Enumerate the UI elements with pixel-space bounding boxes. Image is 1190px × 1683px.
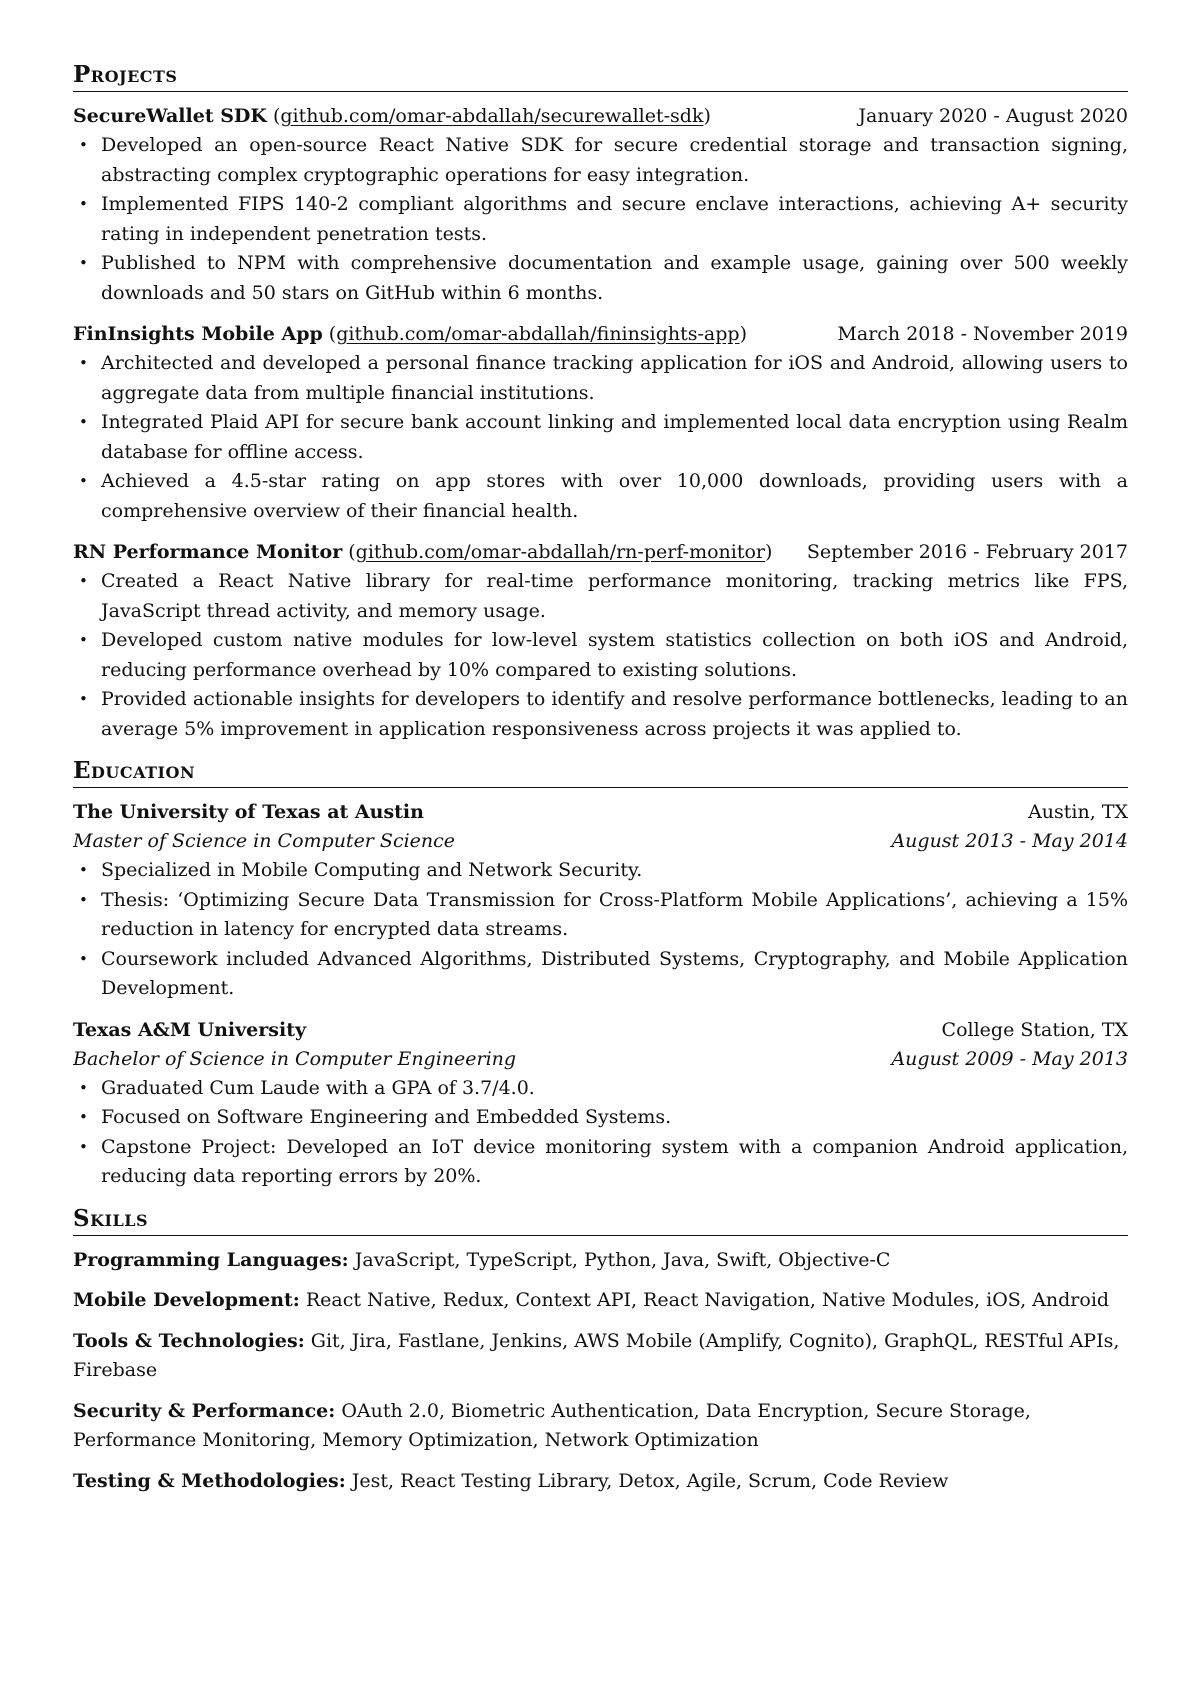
skill-value: React Native, Redux, Context API, React Navigation, Native Modules, iOS, Android — [305, 1289, 1110, 1311]
degree-dates: August 2013 - May 2014 — [891, 830, 1128, 852]
project-entry — [73, 538, 1128, 744]
bullet-item: • Provided actionable insights for developers to identify and resolve performance bottlenecks, leading to an average 5% improvement in application responsiveness across projects it was applied to. — [73, 685, 1128, 744]
school-header — [73, 1016, 1128, 1045]
bullet-item: • Coursework included Advanced Algorithms, Distributed Systems, Cryptography, and Mobile Application Development. — [73, 945, 1128, 1004]
skill-label: Testing & Methodologies: — [73, 1469, 346, 1492]
education-bullets — [73, 1074, 1128, 1192]
project-entry — [73, 320, 1128, 526]
skill-label: Mobile Development: — [73, 1289, 300, 1311]
project-bullets — [73, 349, 1128, 526]
bullet-item: • Implemented FIPS 140-2 compliant algorithms and secure enclave interactions, achieving A+ security rating in independent penetration tests. — [73, 190, 1128, 249]
bullet-item: • Achieved a 4.5-star rating on app stores with over 10,000 downloads, providing users with a comprehensive overview of their financial health. — [73, 467, 1128, 526]
education-bullets — [73, 856, 1128, 1004]
skill-label: Programming Languages: — [73, 1248, 349, 1271]
skill-label: Security & Performance: — [73, 1399, 336, 1422]
school-name: The University of Texas at Austin — [73, 801, 424, 823]
education-section — [73, 758, 1128, 1192]
degree-name: Bachelor of Science in Computer Engineering — [73, 1047, 517, 1070]
skill-value: Git, Jira, Fastlane, Jenkins, AWS Mobile (Amplify, Cognito), GraphQL, RESTful APIs, Firebase — [73, 1329, 1120, 1381]
bullet-item: • Integrated Plaid API for secure bank account linking and implemented local data encryption using Realm database for offline access. — [73, 408, 1128, 467]
school-header — [73, 798, 1128, 827]
project-dates: September 2016 - February 2017 — [806, 541, 1128, 563]
skill-value: OAuth 2.0, Biometric Authentication, Data Encryption, Secure Storage, Performance Monitoring, Memory Optimization, Network Optimization — [73, 1399, 1031, 1451]
degree-row — [73, 1045, 1128, 1074]
project-name: SecureWallet SDK — [73, 105, 267, 127]
project-name: FinInsights Mobile App — [73, 323, 323, 345]
education-heading: Education — [73, 758, 1128, 788]
degree-dates: August 2009 - May 2013 — [891, 1047, 1128, 1070]
education-entry — [73, 798, 1128, 1004]
skill-row — [73, 1467, 1128, 1497]
project-bullets — [73, 567, 1128, 744]
education-entry — [73, 1016, 1128, 1192]
project-link[interactable]: github.com/omar-abdallah/rn-perf-monitor — [355, 541, 766, 563]
bullet-item: • Developed custom native modules for low-level system statistics collection on both iOS and Android, reducing performance overhead by 10% compared to existing solutions. — [73, 626, 1128, 685]
project-bullets — [73, 131, 1128, 308]
project-header: FinInsights Mobile App (github.com/omar-abdallah/fininsights-app) March 2018 - November 2019 — [73, 320, 1128, 349]
school-location: Austin, TX — [1028, 801, 1128, 823]
project-name: RN Performance Monitor — [73, 541, 343, 563]
skill-row — [73, 1286, 1128, 1316]
project-header: SecureWallet SDK (github.com/omar-abdallah/securewallet-sdk) January 2020 - August 2020 — [73, 102, 1128, 131]
bullet-item: • Developed an open-source React Native SDK for secure credential storage and transaction signing, abstracting complex cryptographic operations for easy integration. — [73, 131, 1128, 190]
project-link[interactable]: github.com/omar-abdallah/securewallet-sdk — [280, 105, 704, 127]
project-dates: January 2020 - August 2020 — [858, 105, 1128, 127]
skill-value: JavaScript, TypeScript, Python, Java, Swift, Objective-C — [354, 1248, 891, 1271]
bullet-item: • Created a React Native library for real-time performance monitoring, tracking metrics like FPS, JavaScript thread activity, and memory usage. — [73, 567, 1128, 626]
school-location: College Station, TX — [941, 1018, 1128, 1041]
skill-row — [73, 1327, 1128, 1386]
projects-heading: Projects — [73, 62, 1128, 92]
projects-section — [73, 62, 1128, 744]
bullet-item: • Focused on Software Engineering and Embedded Systems. — [73, 1103, 1128, 1133]
skill-value: Jest, React Testing Library, Detox, Agile, Scrum, Code Review — [351, 1469, 949, 1492]
resume-page — [73, 62, 1128, 1510]
skills-section — [73, 1206, 1128, 1497]
skill-row — [73, 1246, 1128, 1276]
bullet-item: • Specialized in Mobile Computing and Network Security. — [73, 856, 1128, 886]
skills-heading: Skills — [73, 1206, 1128, 1236]
project-header: RN Performance Monitor (github.com/omar-abdallah/rn-perf-monitor) September 2016 - February 2017 — [73, 538, 1128, 567]
skill-label: Tools & Technologies: — [73, 1329, 305, 1352]
bullet-item: • Architected and developed a personal finance tracking application for iOS and Android, allowing users to aggregate data from multiple financial institutions. — [73, 349, 1128, 408]
bullet-item: • Graduated Cum Laude with a GPA of 3.7/4.0. — [73, 1074, 1128, 1104]
project-entry — [73, 102, 1128, 308]
bullet-item: • Published to NPM with comprehensive documentation and example usage, gaining over 500 weekly downloads and 50 stars on GitHub within 6 months. — [73, 249, 1128, 308]
degree-row — [73, 827, 1128, 856]
skill-row — [73, 1397, 1128, 1456]
degree-name: Master of Science in Computer Science — [73, 830, 456, 852]
project-link[interactable]: github.com/omar-abdallah/fininsights-app — [336, 323, 740, 345]
bullet-item: • Capstone Project: Developed an IoT device monitoring system with a companion Android application, reducing data reporting errors by 20%. — [73, 1133, 1128, 1192]
project-dates: March 2018 - November 2019 — [837, 323, 1128, 345]
bullet-item: • Thesis: ‘Optimizing Secure Data Transmission for Cross-Platform Mobile Applications’, achieving a 15% reduction in latency for encrypted data streams. — [73, 886, 1128, 945]
school-name: Texas A&M University — [73, 1018, 307, 1041]
